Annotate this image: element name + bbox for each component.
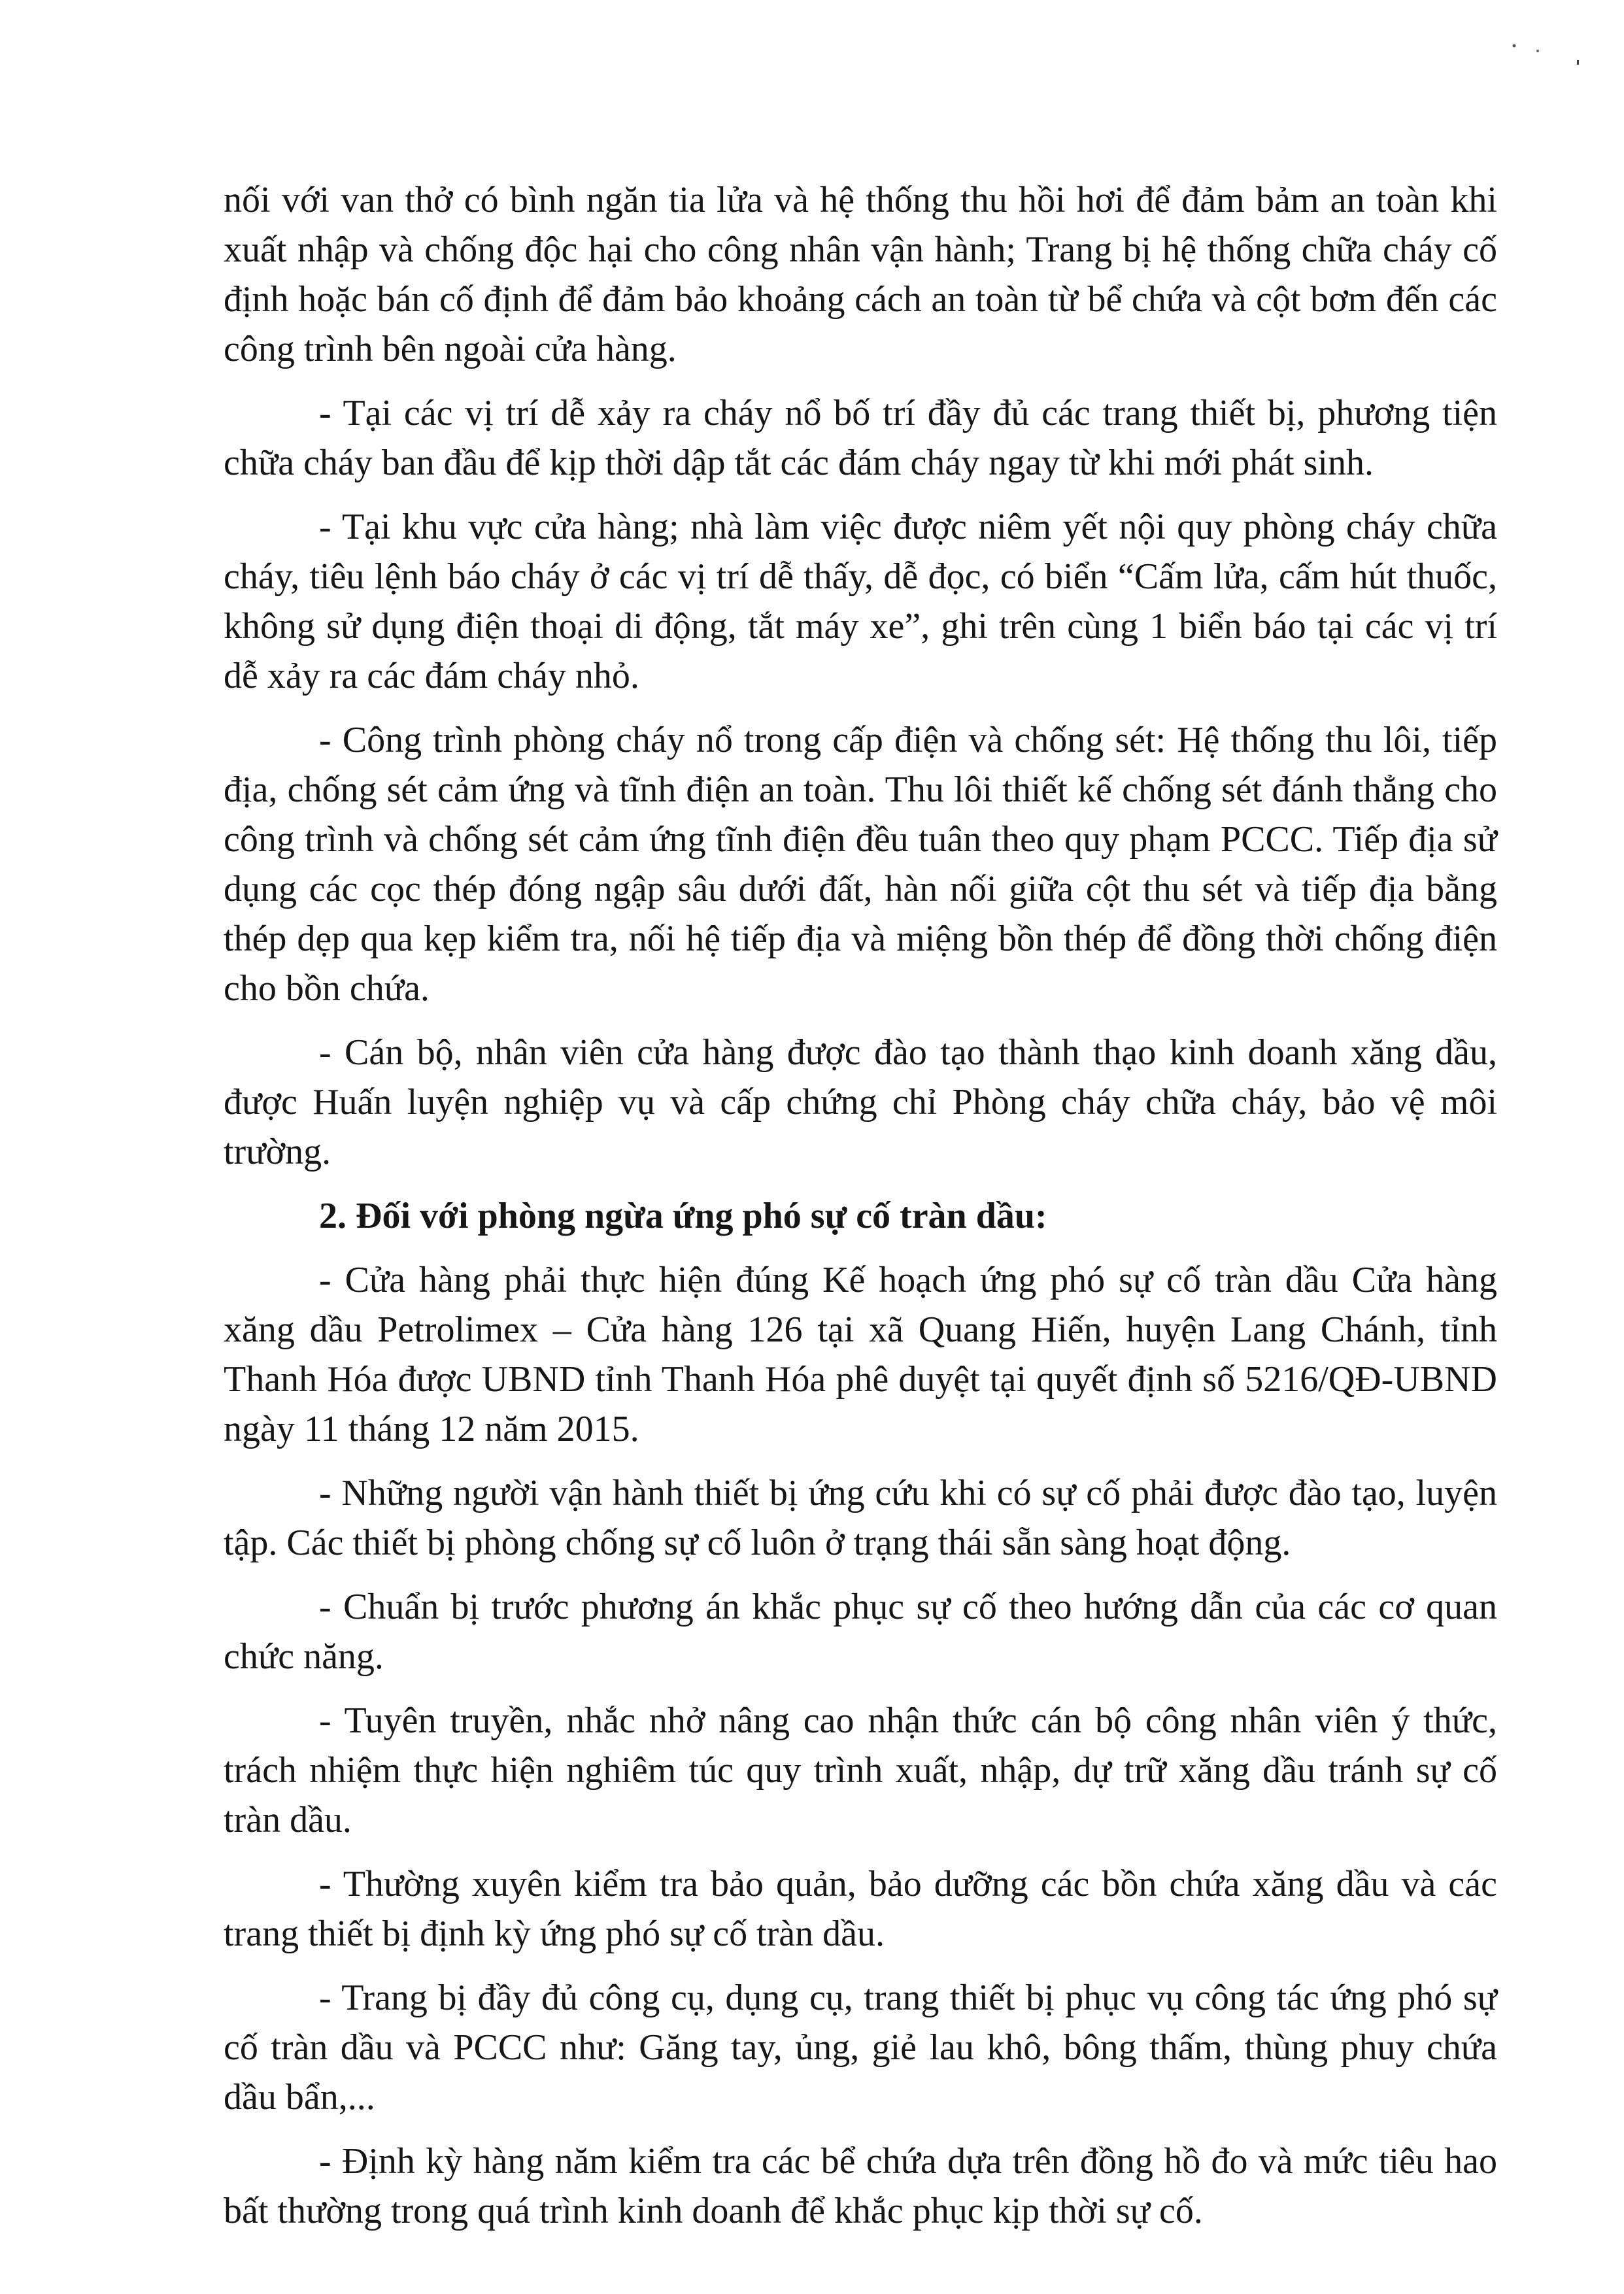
paragraph-remediation-plan: - Chuẩn bị trước phương án khắc phục sự cố theo hướng dẫn của các cơ quan chức năng.	[224, 1587, 1497, 1677]
paragraph-annual-inspection: - Định kỳ hàng năm kiểm tra các bể chứa dựa trên đồng hồ đo và mức tiêu hao bất thường trong quá trình kinh doanh để khắc phục kịp thời sự cố.	[224, 2141, 1497, 2231]
paragraph-spill-response-plan: - Cửa hàng phải thực hiện đúng Kế hoạch ứng phó sự cố tràn dầu Cửa hàng xăng dầu Petrolimex – Cửa hàng 126 tại xã Quang Hiến, huyện Lang Chánh, tỉnh Thanh Hóa được UBND tỉnh Thanh Hóa phê duyệt tại quyết định số 5216/QĐ-UBND ngày 11 tháng 12 năm 2015.	[224, 1260, 1497, 1449]
document-body	[224, 175, 1497, 2250]
scan-speck-marks	[1500, 34, 1591, 73]
section-heading-oil-spill: 2. Đối với phòng ngừa ứng phó sự cố tràn dầu:	[319, 1196, 1047, 1236]
paragraph-staff-training: - Cán bộ, nhân viên cửa hàng được đào tạo thành thạo kinh doanh xăng dầu, được Huấn luyện nghiệp vụ và cấp chứng chỉ Phòng cháy chữa cháy, bảo vệ môi trường.	[224, 1032, 1497, 1172]
paragraph-operator-training: - Những người vận hành thiết bị ứng cứu khi có sự cố phải được đào tạo, luyện tập. Các thiết bị phòng chống sự cố luôn ở trạng thái sẵn sàng hoạt động.	[224, 1473, 1497, 1563]
paragraph-fire-rules-signage: - Tại khu vực cửa hàng; nhà làm việc được niêm yết nội quy phòng cháy chữa cháy, tiêu lệnh báo cháy ở các vị trí dễ thấy, dễ đọc, có biển “Cấm lửa, cấm hút thuốc, không sử dụng điện thoại di động, tắt máy xe”, ghi trên cùng 1 biển báo tại các vị trí dễ xảy ra các đám cháy nhỏ.	[224, 507, 1497, 696]
paragraph-tank-maintenance: - Thường xuyên kiểm tra bảo quản, bảo dưỡng các bồn chứa xăng dầu và các trang thiết bị định kỳ ứng phó sự cố tràn dầu.	[224, 1864, 1497, 1954]
paragraph-lightning-protection: - Công trình phòng cháy nổ trong cấp điện và chống sét: Hệ thống thu lôi, tiếp địa, chống sét cảm ứng và tĩnh điện an toàn. Thu lôi thiết kế chống sét đánh thẳng cho công trình và chống sét cảm ứng tĩnh điện đều tuân theo quy phạm PCCC. Tiếp địa sử dụng các cọc thép đóng ngập sâu dưới đất, hàn nối giữa cột thu sét và tiếp địa bằng thép dẹp qua kẹp kiểm tra, nối hệ tiếp địa và miệng bồn thép để đồng thời chống điện cho bồn chứa.	[224, 720, 1497, 1009]
paragraph-fire-equipment: - Tại các vị trí dễ xảy ra cháy nổ bố trí đầy đủ các trang thiết bị, phương tiện chữa cháy ban đầu để kịp thời dập tắt các đám cháy ngay từ khi mới phát sinh.	[224, 393, 1497, 483]
paragraph-continuation: nối với van thở có bình ngăn tia lửa và hệ thống thu hồi hơi để đảm bảm an toàn khi xuất nhập và chống độc hại cho công nhân vận hành; Trang bị hệ thống chữa cháy cố định hoặc bán cố định để đảm bảo khoảng cách an toàn từ bể chứa và cột bơm đến các công trình bên ngoài cửa hàng.	[224, 180, 1497, 369]
paragraph-awareness: - Tuyên truyền, nhắc nhở nâng cao nhận thức cán bộ công nhân viên ý thức, trách nhiệm thực hiện nghiêm túc quy trình xuất, nhập, dự trữ xăng dầu tránh sự cố tràn dầu.	[224, 1700, 1497, 1840]
paragraph-equipment-supply: - Trang bị đầy đủ công cụ, dụng cụ, trang thiết bị phục vụ công tác ứng phó sự cố tràn dầu và PCCC như: Găng tay, ủng, giẻ lau khô, bông thấm, thùng phuy chứa dầu bẩn,...	[224, 1978, 1497, 2117]
